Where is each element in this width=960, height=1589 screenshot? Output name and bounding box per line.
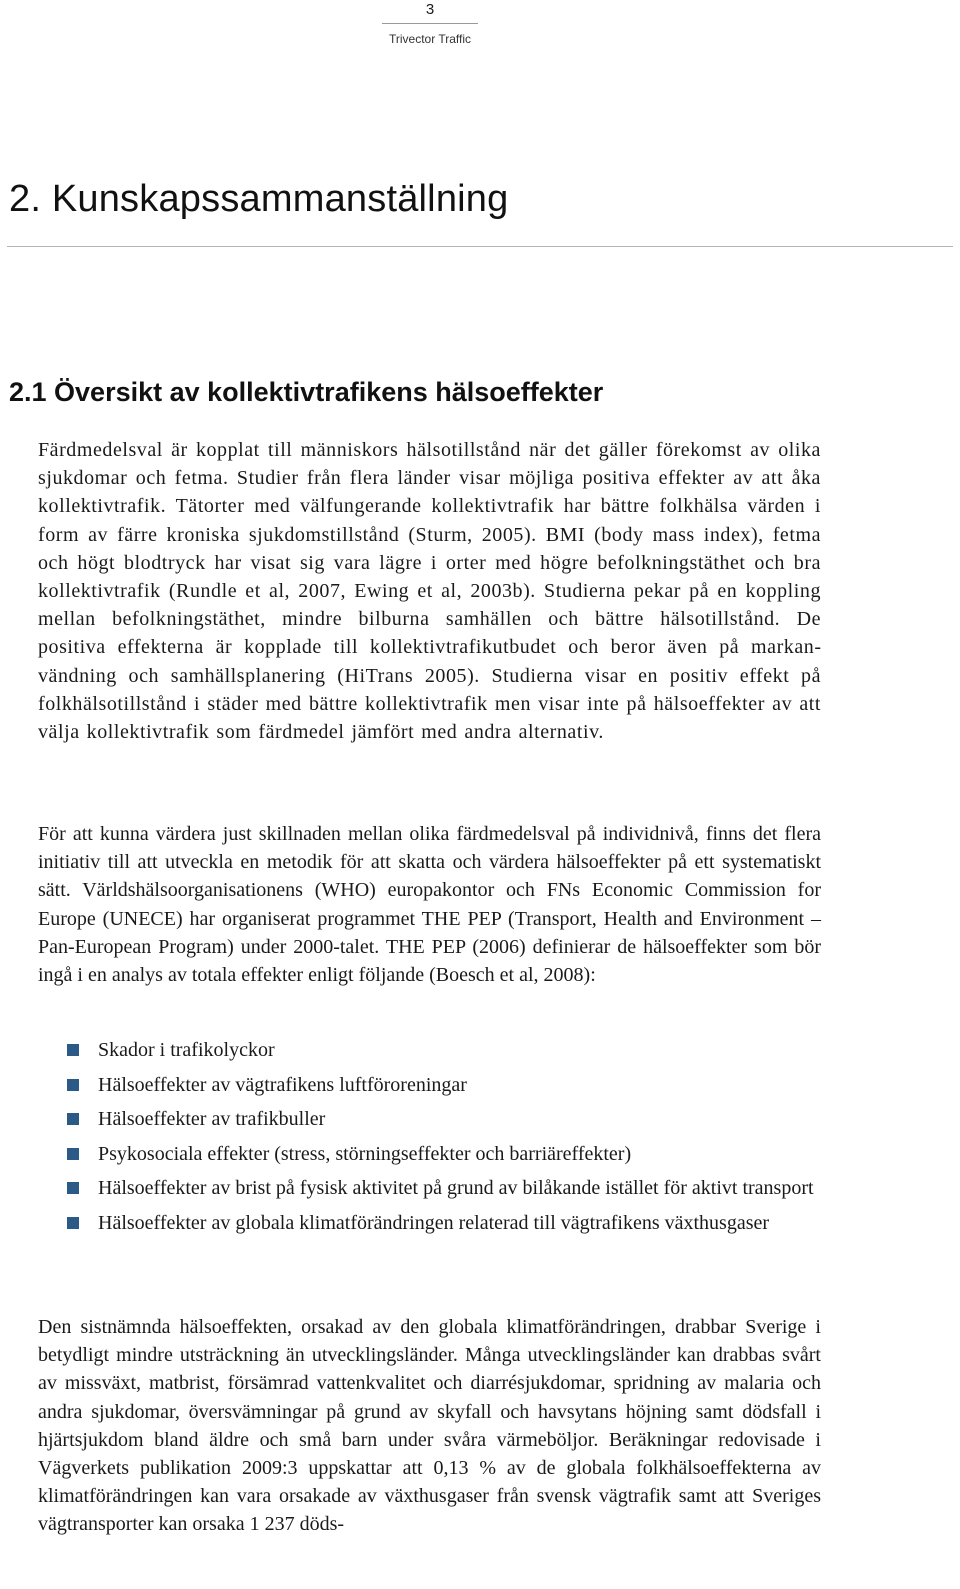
paragraph-overview: Färdmedelsval är kopplat till människors hälsotillstånd när det gäller förekomst av olika sjukdomar och fetma. Studier från flera länder visar möjliga positiva effekter av att åka kollektivtrafik. Tätorter med välfungerande kollektivtrafik har bättre folkhälsa värden i form av färre kroniska sjukdomstillstånd (Sturm, 2005). BMI (body mass index), fetma och högt blodtryck har visat sig vara lägre i orter med högre befolkningstäthet och bra kollektivtrafik (Rundle et al, 2007, Ewing et al, 2003b). Studierna pekar på en koppling mellan befolkningstäthet, mindre bilburna samhällen och bättre hälsotillstånd. De positiva effekterna är kopplade till kollektivtrafikutbudet och beror även på markanvändning och samhällsplanering (HiTrans 2005). Studierna visar en positiv effekt på folkhälsotillstånd i städer med bättre kollektivtrafik men visar inte på hälsoeffekter av att välja kollektivtrafik som färdmedel jämfört med andra alternativ. xyxy=(38,439,821,744)
list-item xyxy=(67,1071,821,1099)
chapter-title: 2. Kunskapssammanställning xyxy=(9,178,509,220)
list-item xyxy=(67,1209,821,1237)
paragraph-climate: Den sistnämnda hälsoeffekten, orsakad av den globala klimatförändringen, drabbar Sverige i betydligt mindre utsträckning än utvecklingsländer. Många utvecklingsländer kan drabbas svårt av missväxt, matbrist, försämrad vattenkvalitet och diarrésjukdomar, spridning av malaria och andra sjukdomar, översvämningar på grund av skyfall och havsytans höjning samt dödsfall i hjärtsjukdom bland äldre och små barn under svåra värmeböljor. Beräkningar redovisade i Vägverkets publikation 2009:3 uppskattar att 0,13 % av de globala folkhälsoeffekterna av klimatförändringen kan vara orsakade av växthusgaser från svensk vägtrafik samt att Sveriges vägtransporter kan orsaka 1 237 döds- xyxy=(38,1316,821,1536)
page-number: 3 xyxy=(425,1,435,18)
square-bullet-icon xyxy=(67,1182,79,1194)
list-item-text: Hälsoeffekter av trafikbuller xyxy=(98,1108,326,1131)
list-item xyxy=(67,1036,821,1064)
section-title: 2.1 Översikt av kollektivtrafikens hälsoeffekter xyxy=(9,377,604,407)
list-item-text: Hälsoeffekter av brist på fysisk aktivitet på grund av bilåkande istället för aktivt transport xyxy=(98,1177,814,1200)
page-header xyxy=(382,0,478,47)
square-bullet-icon xyxy=(67,1148,79,1160)
square-bullet-icon xyxy=(67,1217,79,1229)
list-item-text: Hälsoeffekter av vägtrafikens luftföroreningar xyxy=(98,1073,467,1096)
square-bullet-icon xyxy=(67,1113,79,1125)
square-bullet-icon xyxy=(67,1044,79,1056)
list-item xyxy=(67,1140,821,1168)
company-name: Trivector Traffic xyxy=(388,32,471,46)
list-item xyxy=(67,1174,821,1202)
paragraph-the-pep: För att kunna värdera just skillnaden mellan olika färdmedelsval på individnivå, finns det flera initiativ till att utveckla en metodik för att skatta och värdera hälsoeffekter på ett systematiskt sätt. Världshälsoorganisationens (WHO) europakontor och FNs Economic Commission for Europe (UNECE) har organiserat programmet THE PEP (Transport, Health and Environment – Pan-European Program) under 2000-talet. THE PEP (2006) definierar de hälsoeffekter som bör ingå i en analys av totala effekter enligt följande (Boesch et al, 2008): xyxy=(38,823,821,987)
list-item xyxy=(67,1105,821,1133)
list-item-text: Psykosociala effekter (stress, störningseffekter och barriäreffekter) xyxy=(98,1142,632,1165)
chapter-divider xyxy=(7,246,953,247)
list-item-text: Hälsoeffekter av globala klimatförändringen relaterad till vägtrafikens växthusgaser xyxy=(98,1211,770,1234)
health-effects-list xyxy=(67,1036,821,1244)
list-item-text: Skador i trafikolyckor xyxy=(98,1039,275,1061)
square-bullet-icon xyxy=(67,1079,79,1091)
header-divider xyxy=(382,23,478,24)
